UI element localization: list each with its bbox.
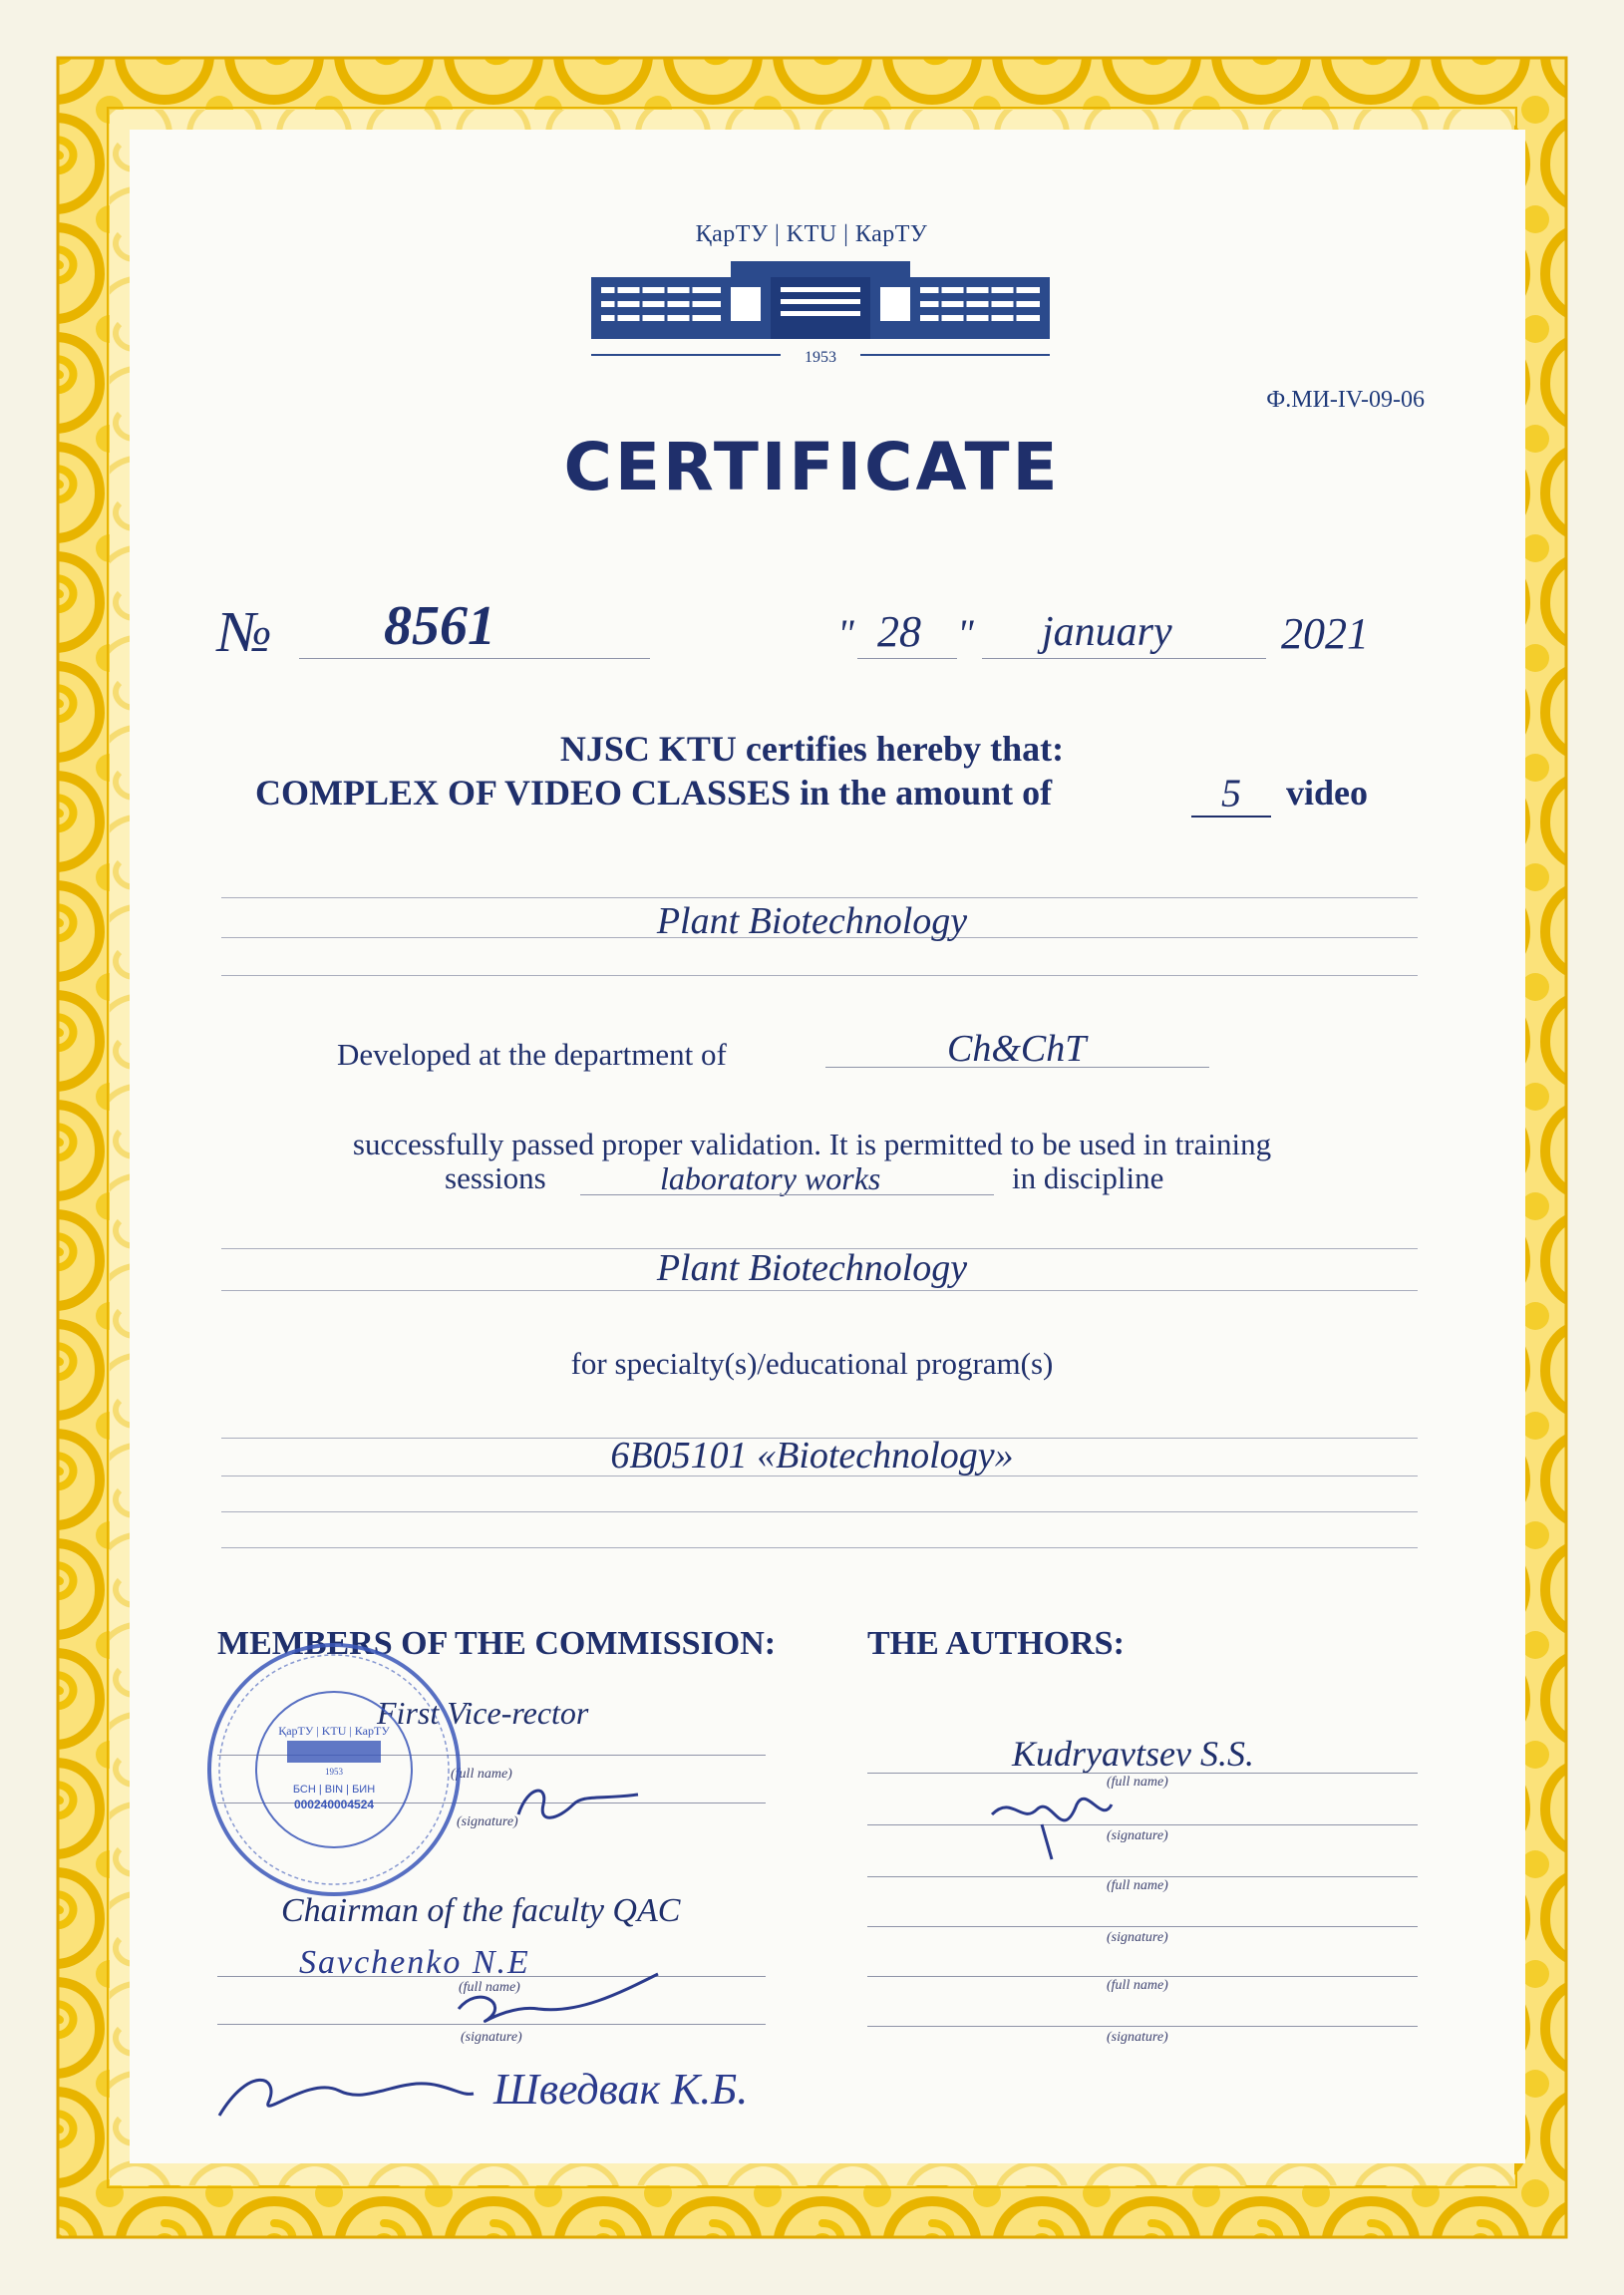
date-day: 28 xyxy=(877,607,921,656)
ruled-line xyxy=(221,897,1418,898)
author3-signature-line xyxy=(867,2026,1418,2027)
author1-name: Kudryavtsev S.S. xyxy=(1012,1734,1254,1774)
form-code: Ф.МИ-IV-09-06 xyxy=(1266,387,1425,413)
subject-name: Plant Biotechnology xyxy=(656,900,968,942)
stamp-year: 1953 xyxy=(325,1767,343,1777)
certificate-number: 8561 xyxy=(384,595,495,657)
author1-name-line xyxy=(867,1773,1418,1774)
discipline-label: in discipline xyxy=(1012,1160,1164,1195)
ruled-line xyxy=(221,1290,1418,1291)
author2-name-line xyxy=(867,1876,1418,1877)
date-month: january xyxy=(1042,609,1172,655)
sessions-underline xyxy=(580,1194,994,1195)
ruled-line xyxy=(221,975,1418,976)
statement-line2-prefix: COMPLEX OF VIDEO CLASSES in the amount of xyxy=(255,773,1053,813)
author1-signature-label: (signature) xyxy=(1107,1828,1168,1843)
author1-signature-line xyxy=(867,1824,1418,1825)
ruled-line xyxy=(221,1547,1418,1548)
stamp-id-label: БСН | BIN | БИН xyxy=(292,1784,376,1796)
number-underline xyxy=(299,658,650,659)
department-value: Ch&ChT xyxy=(947,1028,1087,1070)
author2-signature-label: (signature) xyxy=(1107,1930,1168,1945)
specialty-value: 6B05101 «Biotechnology» xyxy=(610,1435,1014,1476)
ruled-line xyxy=(221,1511,1418,1512)
founded-year: 1953 xyxy=(805,349,836,366)
commission-role2: Chairman of the faculty QAC xyxy=(281,1892,681,1929)
author3-fullname-label: (full name) xyxy=(1107,1978,1168,1993)
author2-fullname-label: (full name) xyxy=(1107,1878,1168,1893)
signature-author1 xyxy=(982,1785,1122,1864)
role1-signature-label: (signature) xyxy=(457,1814,518,1829)
number-sign: № xyxy=(217,599,272,664)
date-quote-close: " xyxy=(957,611,974,656)
certificate-title: CERTIFICATE xyxy=(563,429,1061,505)
stamp-id-value: 000240004524 xyxy=(293,1798,375,1811)
validation-line1: successfully passed proper validation. It is permitted to be used in training xyxy=(352,1127,1272,1161)
day-underline xyxy=(857,658,957,659)
author1-fullname-label: (full name) xyxy=(1107,1775,1168,1790)
sessions-label: sessions xyxy=(445,1160,546,1195)
bottom-signature-name: Шведвак К.Б. xyxy=(493,2065,749,2114)
video-amount: 5 xyxy=(1221,771,1241,816)
commission-heading: MEMBERS OF THE COMMISSION: xyxy=(217,1625,777,1662)
author2-signature-line xyxy=(867,1926,1418,1927)
role1-fullname-label: (full name) xyxy=(451,1767,512,1782)
university-building-logo xyxy=(581,259,1060,369)
author3-signature-label: (signature) xyxy=(1107,2030,1168,2045)
role2-signature-label: (signature) xyxy=(461,2030,522,2045)
signature-role2 xyxy=(449,1964,668,2034)
author3-name-line xyxy=(867,1976,1418,1977)
role2-fullname-label: (full name) xyxy=(459,1980,520,1995)
date-year: 2021 xyxy=(1281,609,1369,658)
signature-role1 xyxy=(498,1765,648,1834)
specialty-label: for specialty(s)/educational program(s) xyxy=(570,1346,1054,1381)
statement-line2-suffix: video xyxy=(1286,773,1369,813)
official-stamp xyxy=(199,1635,469,1904)
bottom-signature-scribble xyxy=(209,2056,479,2131)
department-label: Developed at the department of xyxy=(337,1037,727,1072)
sessions-value: laboratory works xyxy=(660,1160,881,1196)
university-logo-text: ҚарТУ | KTU | КарТУ xyxy=(695,221,928,247)
member2-name: Savchenko N.E xyxy=(299,1944,530,1981)
month-underline xyxy=(982,658,1266,659)
department-underline xyxy=(825,1067,1209,1068)
statement-line1: NJSC KTU certifies hereby that: xyxy=(559,729,1065,769)
stamp-logo: ҚарТУ | KTU | КарТУ xyxy=(278,1724,390,1738)
amount-underline xyxy=(1191,816,1271,818)
date-quote-open: " xyxy=(837,611,854,656)
discipline-name: Plant Biotechnology xyxy=(656,1247,968,1289)
commission-role1: First Vice-rector xyxy=(377,1695,589,1731)
authors-heading: THE AUTHORS: xyxy=(867,1625,1125,1662)
